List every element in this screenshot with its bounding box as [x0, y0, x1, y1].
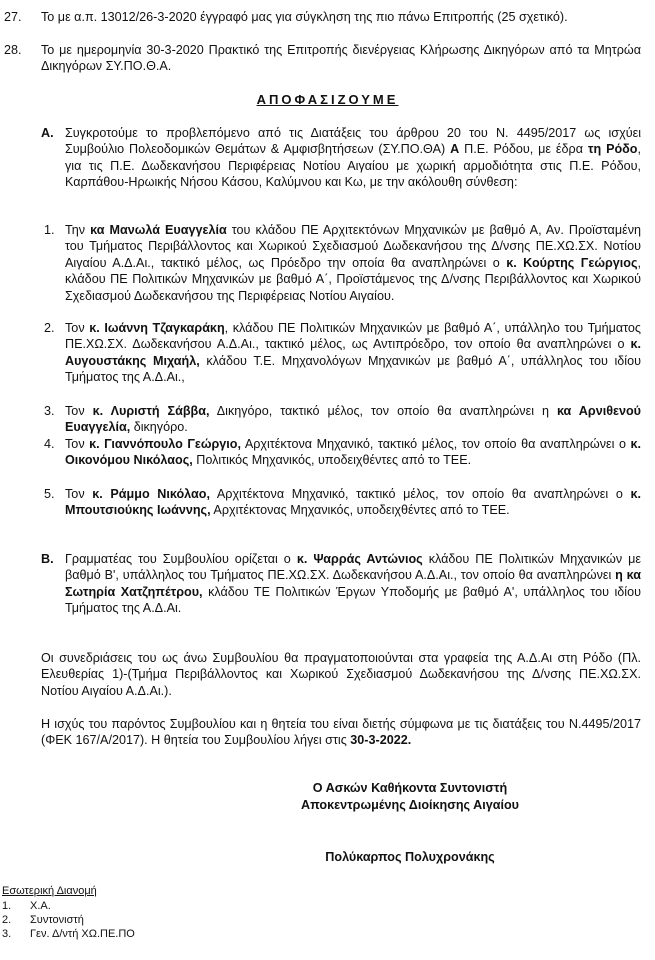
section-b-letter: Β.	[41, 552, 54, 566]
member-5-number: 5.	[44, 487, 55, 501]
member-5-text: Τον κ. Ράμμο Νικόλαο, Αρχιτέκτονα Μηχανικό, τακτικό μέλος, τον οποίο θα αναπληρώνει ο κ. Μπουτσιούκης Ιωάννης, Αρχιτέκτονας Μηχανικός, υποδειχθέντες από το ΤΕΕ.	[65, 487, 642, 518]
meetings-paragraph: Οι συνεδριάσεις του ως άνω Συμβουλίου θα πραγματοποιούνται στα γραφεία της Α.Δ.Αι στη Ρόδο (Πλ. Ελευθερίας 1)-(Τμήμα Περιβάλλοντος και Χωρικού Σχεδιασμού Δωδεκανήσου της Δ/νσης ΠΕ.ΧΩ.ΣΧ. Νοτίου Αιγαίου Α.Δ.Αι.).	[41, 651, 641, 698]
signature-title-line-2: Αποκεντρωμένης Διοίκησης Αιγαίου	[300, 798, 519, 812]
member-1-text: Την κα Μανωλά Ευαγγελία του κλάδου ΠΕ Αρχιτεκτόνων Μηχανικών με βαθμό Α, Αν. Προϊσταμένη του Τμήματος Περιβάλλοντος και Χωρικού Σχεδιασμού Δωδεκανήσου της Δ/νσης ΠΕ.ΧΩ.ΣΧ. Νοτίου Αιγαίου Α.Δ.Αι., τακτικό μέλος, ως Πρόεδρο την οποία θα αναπληρώνει ο κ. Κούρτης Γεώργιος, κλάδου ΠΕ Πολιτικών Μηχανικών με βαθμό Α΄, Προϊστάμενος της Δ/νσης Περιβάλλοντος και Χωρικού Σχεδιασμού Δωδεκανήσου της Περιφέρειας Νοτίου Αιγαίου.	[65, 223, 642, 303]
section-b-text: Γραμματέας του Συμβουλίου ορίζεται ο κ. Ψαρράς Αντώνιος κλάδου ΠΕ Πολιτικών Μηχανικών με βαθμό Β', υπάλληλος του Τμήματος ΠΕ.ΧΩ.ΣΧ. Δωδεκανήσου Α.Δ.Αι., τον οποίο θα αναπληρώνει η κα Σωτηρία Χατζηπέτρου, κλάδου ΤΕ Πολιτικών Έργων Υποδομής με βαθμό Α', υπάλληλος του ιδίου Τμήματος της Α.Δ.Αι.	[65, 552, 642, 616]
member-4-text: Τον κ. Γιαννόπουλο Γεώργιο, Αρχιτέκτονα Μηχανικό, τακτικό μέλος, τον οποίο θα αναπληρώνει ο κ. Οικονόμου Νικόλαος, Πολιτικός Μηχανικός, υποδειχθέντες από το ΤΕΕ.	[65, 437, 642, 468]
item-28-number: 28.	[4, 43, 22, 57]
item-27-number: 27.	[4, 10, 22, 24]
validity-paragraph: Η ισχύς του παρόντος Συμβουλίου και η θητεία του είναι διετής σύμφωνα με τις διατάξεις του Ν.4495/2017 (ΦΕΚ 167/Α/2017). Η θητεία του Συμβουλίου λήγει στις 30-3-2022.	[41, 717, 641, 748]
distribution-item: 3. Γεν. Δ/ντή ΧΩ.ΠΕ.ΠΟ	[2, 928, 135, 940]
section-a-letter: Α.	[41, 126, 54, 140]
distribution-title: Εσωτερική Διανομή	[2, 885, 97, 897]
signature-title-line-1: Ο Ασκών Καθήκοντα Συντονιστή	[312, 781, 508, 795]
distribution-item: 1. Χ.Α.	[2, 900, 51, 912]
distribution-list	[2, 899, 135, 941]
member-4-number: 4.	[44, 437, 55, 451]
item-27-text: Το με α.π. 13012/26-3-2020 έγγραφό μας για σύγκληση της πιο πάνω Επιτροπής (25 σχετικό).	[41, 10, 568, 24]
signature-name: Πολύκαρπος Πολυχρονάκης	[325, 850, 495, 864]
member-1-number: 1.	[44, 223, 55, 237]
member-2-text: Τον κ. Ιωάννη Τζαγκαράκη, κλάδου ΠΕ Πολιτικών Μηχανικών με βαθμό Α΄, υπάλληλο του Τμήματος ΠΕ.ΧΩ.ΣΧ. Δωδεκανήσου Α.Δ.Αι., τακτικό μέλος, ως Αντιπρόεδρο, τον οποίο θα αναπληρώνει ο κ. Αυγουστάκης Μιχαήλ, κλάδου Τ.Ε. Μηχανολόγων Μηχανικών με βαθμό Α΄, υπάλληλος του ιδίου Τμήματος της Α.Δ.Αι.,	[65, 321, 642, 385]
member-3-text: Τον κ. Λυριστή Σάββα, Δικηγόρο, τακτικό μέλος, τον οποίο θα αναπληρώνει η κα Αρνιθενού Ευαγγελία, δικηγόρο.	[65, 404, 642, 435]
decision-title: ΑΠΟΦΑΣΙΖΟΥΜΕ	[256, 92, 399, 107]
distribution-item: 2. Συντονιστή	[2, 914, 84, 926]
item-28-text: Το με ημερομηνία 30-3-2020 Πρακτικό της Επιτροπής διενέργειας Κλήρωσης Δικηγόρων από τα Μητρώα Δικηγόρων ΣΥ.ΠΟ.Θ.Α.	[41, 43, 641, 74]
member-3-number: 3.	[44, 404, 55, 418]
member-2-number: 2.	[44, 321, 55, 335]
section-a-text: Συγκροτούμε το προβλεπόμενο από τις Διατάξεις του άρθρου 20 του Ν. 4495/2017 ως ισχύει Συμβούλιο Πολεοδομικών Θεμάτων & Αμφισβητήσεων (ΣΥ.ΠΟ.ΘΑ) Α Π.Ε. Ρόδου, με έδρα τη Ρόδο, για τις Π.Ε. Δωδεκανήσου Περιφέρειας Νοτίου Αιγαίου με χωρική αρμοδιότητα στις Π.Ε. Ρόδου, Καρπάθου-Ηρωικής Νήσου Κάσου, Καλύμνου και Κω, με την ακόλουθη σύνθεση:	[65, 126, 641, 190]
